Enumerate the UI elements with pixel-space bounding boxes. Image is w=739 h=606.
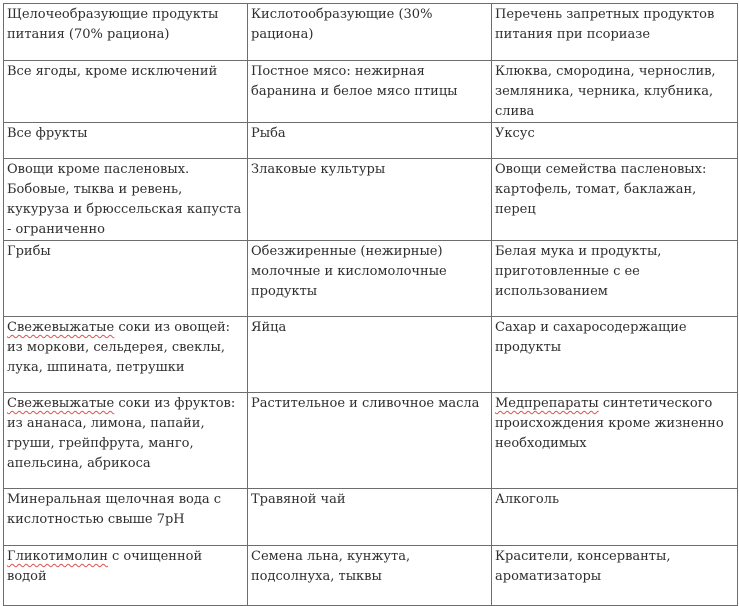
misspelled-word: Медпрепараты xyxy=(495,396,599,411)
table-cell: Уксус xyxy=(492,123,738,159)
table-cell: Обезжиренные (нежирные) молочные и кисломолочные продукты xyxy=(248,241,492,317)
table-row xyxy=(4,489,738,546)
misspelled-word: Свежевыжатые xyxy=(7,396,115,411)
table-cell: Сахар и сахаросодержащие продукты xyxy=(492,317,738,393)
cell-text: синтетического происхождения кроме жизненно необходимых xyxy=(495,396,724,451)
table-cell: Все фрукты xyxy=(4,123,248,159)
table-cell: Овощи кроме пасленовых. Бобовые, тыква и ревень, кукуруза и брюссельская капуста - ограниченно xyxy=(4,159,248,241)
table-cell xyxy=(4,317,248,393)
cell-text: с очищенной водой xyxy=(7,549,203,584)
table-cell: Травяной чай xyxy=(248,489,492,546)
table-cell: Грибы xyxy=(4,241,248,317)
table-row xyxy=(4,546,738,606)
table-cell: Минеральная щелочная вода с кислотностью свыше 7рН xyxy=(4,489,248,546)
table-cell: Злаковые культуры xyxy=(248,159,492,241)
cell-text: соки из фруктов: из ананаса, лимона, папайи, груши, грейпфрута, манго, апельсина, абрикоса xyxy=(7,396,236,471)
table-cell: Растительное и сливочное масла xyxy=(248,393,492,489)
food-table xyxy=(3,3,738,606)
table-cell: Белая мука и продукты, приготовленные с ее использованием xyxy=(492,241,738,317)
table-header-row xyxy=(4,4,738,61)
table-cell: Постное мясо: нежирная баранина и белое мясо птицы xyxy=(248,61,492,123)
table-cell: Алкоголь xyxy=(492,489,738,546)
table-cell xyxy=(492,393,738,489)
table-cell xyxy=(4,546,248,606)
table-row xyxy=(4,317,738,393)
table-cell: Семена льна, кунжута, подсолнуха, тыквы xyxy=(248,546,492,606)
table-cell: Перечень запретных продуктов питания при псориазе xyxy=(492,4,738,61)
table-cell: Красители, консерванты, ароматизаторы xyxy=(492,546,738,606)
table-cell: Овощи семейства пасленовых: картофель, томат, баклажан, перец xyxy=(492,159,738,241)
table-cell: Щелочеобразующие продукты питания (70% рациона) xyxy=(4,4,248,61)
table-row xyxy=(4,123,738,159)
misspelled-word: Гликотимолин xyxy=(7,549,108,564)
table-cell: Клюква, смородина, чернослив, земляника, черника, клубника, слива xyxy=(492,61,738,123)
cell-text: соки из овощей: из моркови, сельдерея, свеклы, лука, шпината, петрушки xyxy=(7,320,231,375)
table-row xyxy=(4,159,738,241)
table-cell: Яйца xyxy=(248,317,492,393)
table-cell: Кислотообразующие (30% рациона) xyxy=(248,4,492,61)
table-cell: Рыба xyxy=(248,123,492,159)
table-cell xyxy=(4,393,248,489)
table-row xyxy=(4,241,738,317)
misspelled-word: Свежевыжатые xyxy=(7,320,115,335)
table-cell: Все ягоды, кроме исключений xyxy=(4,61,248,123)
table-row xyxy=(4,393,738,489)
table-row xyxy=(4,61,738,123)
